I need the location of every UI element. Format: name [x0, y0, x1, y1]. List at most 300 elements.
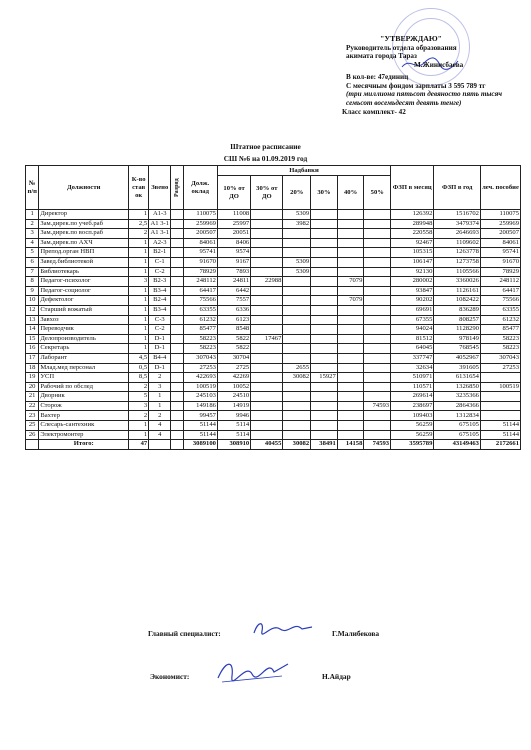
approval-line: В кол-ве: 47единиц	[346, 72, 409, 81]
table-cell: 38491	[311, 440, 338, 450]
table-cell	[364, 411, 391, 421]
table-cell: 2	[129, 229, 149, 239]
table-row	[26, 286, 521, 296]
table-cell	[283, 315, 311, 325]
chief-title: Главный специалист:	[148, 629, 221, 638]
table-cell	[149, 440, 171, 450]
table-cell: 248112	[183, 277, 217, 287]
table-cell: 2	[129, 411, 149, 421]
table-cell	[337, 430, 364, 440]
approval-name: М.Жинисбаева	[414, 61, 464, 70]
table-cell	[283, 382, 311, 392]
table-cell: 21	[26, 392, 39, 402]
table-cell: 20	[26, 382, 39, 392]
table-row	[26, 401, 521, 411]
table-cell: 61232	[480, 315, 520, 325]
table-cell: Млад.мед персонал	[39, 363, 129, 373]
table-cell: 109403	[391, 411, 434, 421]
table-cell: 1	[129, 421, 149, 431]
table-cell	[26, 440, 39, 450]
table-cell	[311, 219, 338, 229]
table-row	[26, 344, 521, 354]
table-cell: 2,5	[129, 219, 149, 229]
table-cell	[364, 286, 391, 296]
table-cell: Педагог-социолог	[39, 286, 129, 296]
table-cell	[311, 248, 338, 258]
table-cell	[337, 382, 364, 392]
table-cell: 245103	[183, 392, 217, 402]
table-cell	[311, 229, 338, 239]
table-cell: 3	[149, 382, 171, 392]
table-cell: 56259	[391, 421, 434, 431]
class-count: Класс комплект- 42	[342, 107, 406, 116]
table-cell	[337, 411, 364, 421]
header-a40: 40%	[337, 176, 364, 210]
table-total-row	[26, 440, 521, 450]
table-cell: Зам.дирек.по АХЧ	[39, 238, 129, 248]
table-cell: 5309	[283, 210, 311, 220]
table-cell: 42269	[217, 373, 250, 383]
table-cell: 280002	[391, 277, 434, 287]
table-cell: А1-3	[149, 210, 171, 220]
table-cell: Переводчик	[39, 325, 129, 335]
table-cell	[171, 267, 183, 277]
table-cell: 2864366	[434, 401, 481, 411]
table-cell: 1	[129, 210, 149, 220]
table-cell	[311, 411, 338, 421]
table-cell	[283, 296, 311, 306]
table-cell	[337, 363, 364, 373]
table-cell	[364, 373, 391, 383]
table-cell	[337, 210, 364, 220]
table-cell	[311, 277, 338, 287]
table-cell: 13	[26, 315, 39, 325]
table-cell	[311, 353, 338, 363]
table-cell	[337, 373, 364, 383]
table-cell	[480, 392, 520, 402]
table-cell: 75566	[183, 296, 217, 306]
table-cell	[251, 392, 283, 402]
table-cell	[364, 248, 391, 258]
table-cell: 1516702	[434, 210, 481, 220]
table-cell: 5309	[283, 267, 311, 277]
table-cell	[364, 267, 391, 277]
table-cell: Библиотекарь	[39, 267, 129, 277]
table-cell: 6	[26, 257, 39, 267]
table-row	[26, 430, 521, 440]
table-cell: Дефектолог	[39, 296, 129, 306]
table-row	[26, 382, 521, 392]
table-cell: 16	[26, 344, 39, 354]
table-row	[26, 315, 521, 325]
table-cell	[251, 248, 283, 258]
table-cell	[364, 315, 391, 325]
table-cell: 5309	[283, 257, 311, 267]
table-cell: 18	[26, 363, 39, 373]
table-cell: 5822	[217, 334, 250, 344]
table-cell	[364, 296, 391, 306]
table-cell: 1082422	[434, 296, 481, 306]
table-cell	[251, 363, 283, 373]
table-cell: Дворник	[39, 392, 129, 402]
table-cell: 808257	[434, 315, 481, 325]
economist-name: Н.Айдар	[322, 672, 351, 681]
table-cell: В2-1	[149, 248, 171, 258]
table-cell: 1105566	[434, 267, 481, 277]
table-cell: 12	[26, 305, 39, 315]
table-cell	[311, 363, 338, 373]
table-cell: 85477	[480, 325, 520, 335]
table-cell: 43149463	[434, 440, 481, 450]
table-cell: 220558	[391, 229, 434, 239]
table-cell: 94024	[391, 325, 434, 335]
table-cell: 51144	[183, 421, 217, 431]
table-cell: 51144	[480, 430, 520, 440]
table-cell: С-2	[149, 325, 171, 335]
header-a30do: 30% от ДО	[251, 176, 283, 210]
table-cell: 2	[26, 219, 39, 229]
table-cell	[251, 430, 283, 440]
table-cell	[311, 325, 338, 335]
table-cell: 11008	[217, 210, 250, 220]
table-cell: УСП	[39, 373, 129, 383]
table-cell: 978149	[434, 334, 481, 344]
table-cell: С-3	[149, 315, 171, 325]
table-cell: 74593	[364, 401, 391, 411]
table-cell	[283, 421, 311, 431]
table-cell: Завед.библиотекой	[39, 257, 129, 267]
table-row	[26, 325, 521, 335]
table-cell: D-1	[149, 334, 171, 344]
header-salary: Долж. оклад	[183, 166, 217, 210]
table-cell	[364, 219, 391, 229]
chief-name: Г.Малибекова	[332, 629, 380, 638]
table-cell: 64417	[480, 286, 520, 296]
table-cell: 3	[26, 229, 39, 239]
table-cell: 14	[26, 325, 39, 335]
table-cell: 1312834	[434, 411, 481, 421]
table-cell: 15927	[311, 373, 338, 383]
table-cell: 92467	[391, 238, 434, 248]
table-cell: 768545	[434, 344, 481, 354]
approval-line: Руководитель отдела образования	[346, 43, 457, 52]
table-cell: 22988	[251, 277, 283, 287]
table-cell	[337, 248, 364, 258]
table-cell	[311, 401, 338, 411]
table-cell: 8	[26, 277, 39, 287]
table-cell	[171, 210, 183, 220]
table-cell: Директор	[39, 210, 129, 220]
table-cell	[171, 363, 183, 373]
approval-line: (три миллиона пятьсот девяносто пять тысяч	[346, 90, 503, 99]
table-cell	[283, 401, 311, 411]
table-cell: 5	[129, 392, 149, 402]
table-cell: 2	[129, 382, 149, 392]
table-cell	[364, 229, 391, 239]
table-cell: 308910	[217, 440, 250, 450]
header-a50: 50%	[364, 176, 391, 210]
table-cell: Старший вожатый	[39, 305, 129, 315]
table-cell: В2-3	[149, 277, 171, 287]
table-cell	[337, 334, 364, 344]
table-cell	[251, 257, 283, 267]
table-cell	[171, 392, 183, 402]
table-cell: 58223	[480, 334, 520, 344]
table-cell: 9574	[217, 248, 250, 258]
table-cell: 7079	[337, 296, 364, 306]
table-cell	[283, 229, 311, 239]
table-cell	[311, 210, 338, 220]
table-cell: 7079	[337, 277, 364, 287]
table-cell	[171, 334, 183, 344]
table-cell: 58223	[183, 344, 217, 354]
table-cell: В3-4	[149, 286, 171, 296]
table-cell	[171, 248, 183, 258]
table-cell	[311, 421, 338, 431]
table-cell	[171, 315, 183, 325]
table-row	[26, 248, 521, 258]
table-cell	[311, 430, 338, 440]
table-cell: 2725	[217, 363, 250, 373]
table-cell: А2-3	[149, 238, 171, 248]
document-subtitle: СШ №6 на 01.09.2019 год	[223, 154, 308, 163]
table-cell	[311, 296, 338, 306]
table-cell: 1	[129, 344, 149, 354]
table-cell	[171, 401, 183, 411]
table-cell	[251, 229, 283, 239]
table-cell: Делопроизводитель	[39, 334, 129, 344]
table-cell	[283, 248, 311, 258]
table-cell	[337, 353, 364, 363]
chief-signature	[250, 617, 316, 639]
table-cell: 1	[129, 296, 149, 306]
table-cell: С-2	[149, 267, 171, 277]
table-cell	[283, 238, 311, 248]
table-cell: 248112	[480, 277, 520, 287]
approval-line: С месячным фондом зарплаты 3 595 789 тг	[346, 81, 486, 90]
table-cell: 9946	[217, 411, 250, 421]
table-cell	[311, 334, 338, 344]
table-cell	[364, 210, 391, 220]
table-cell: 7893	[217, 267, 250, 277]
table-cell: 63355	[480, 305, 520, 315]
header-allowance-med: леч. пособие	[480, 166, 520, 210]
table-cell: 32634	[391, 363, 434, 373]
table-cell: D-1	[149, 344, 171, 354]
table-cell: 1	[129, 267, 149, 277]
table-cell	[364, 421, 391, 431]
table-cell: 8548	[217, 325, 250, 335]
table-cell	[251, 238, 283, 248]
table-row	[26, 219, 521, 229]
table-cell: 1	[129, 315, 149, 325]
table-cell	[171, 296, 183, 306]
table-row	[26, 277, 521, 287]
table-cell	[251, 353, 283, 363]
table-row	[26, 363, 521, 373]
table-cell	[364, 238, 391, 248]
table-cell: 3595789	[391, 440, 434, 450]
table-cell: А1 3-1	[150, 219, 169, 227]
table-cell	[171, 353, 183, 363]
table-cell: А1 3-1	[150, 229, 169, 237]
table-cell: 149186	[183, 401, 217, 411]
table-cell: 1326850	[434, 382, 481, 392]
table-cell	[251, 325, 283, 335]
table-cell: 10052	[217, 382, 250, 392]
table-cell: 85477	[183, 325, 217, 335]
table-cell: 3982	[283, 219, 311, 229]
table-cell	[337, 257, 364, 267]
table-cell: 20051	[217, 229, 250, 239]
table-cell: 9	[26, 286, 39, 296]
table-cell: 3360026	[434, 277, 481, 287]
table-cell	[311, 344, 338, 354]
table-cell	[283, 344, 311, 354]
table-cell: 4	[149, 430, 171, 440]
table-cell: 58223	[183, 334, 217, 344]
table-row	[26, 267, 521, 277]
table-cell: 289948	[391, 219, 434, 229]
table-cell: 69691	[391, 305, 434, 315]
table-cell: Слесарь-сантехник	[39, 421, 129, 431]
table-cell: 51144	[183, 430, 217, 440]
table-cell: 10	[26, 296, 39, 306]
table-row	[26, 210, 521, 220]
table-cell: 27253	[183, 363, 217, 373]
table-row	[26, 296, 521, 306]
table-cell: Зам.дирек.по учеб.раб	[39, 219, 129, 229]
table-cell: 5114	[217, 430, 250, 440]
table-cell: 23	[26, 411, 39, 421]
table-cell	[171, 440, 183, 450]
table-cell: 1126161	[434, 286, 481, 296]
table-cell	[311, 382, 338, 392]
table-cell	[364, 325, 391, 335]
table-cell: 105315	[391, 248, 434, 258]
table-cell: 81512	[391, 334, 434, 344]
table-cell: 30704	[217, 353, 250, 363]
table-cell: 2655	[283, 363, 311, 373]
table-cell: 25997	[217, 219, 250, 229]
table-cell	[283, 277, 311, 287]
table-cell: 106147	[391, 257, 434, 267]
table-cell: 675105	[434, 430, 481, 440]
table-cell: 75566	[480, 296, 520, 306]
header-a20: 20%	[283, 176, 311, 210]
table-cell: 17467	[251, 334, 283, 344]
table-cell: 1	[26, 210, 39, 220]
table-cell: 90202	[391, 296, 434, 306]
table-cell	[364, 353, 391, 363]
table-cell: 92130	[391, 267, 434, 277]
table-cell: 110075	[183, 210, 217, 220]
table-cell	[337, 325, 364, 335]
table-cell	[364, 305, 391, 315]
table-cell: Рабочий по обслед	[39, 382, 129, 392]
table-cell	[283, 305, 311, 315]
table-cell	[171, 238, 183, 248]
table-cell: 4,5	[129, 353, 149, 363]
table-cell: 40455	[251, 440, 283, 450]
table-cell: 2172661	[480, 440, 520, 450]
table-cell	[364, 257, 391, 267]
table-cell: 19	[26, 373, 39, 383]
table-cell	[311, 267, 338, 277]
table-cell: 110571	[391, 382, 434, 392]
table-cell: Зам.дирек.по восп.раб	[39, 229, 129, 239]
table-cell: 91670	[480, 257, 520, 267]
table-cell: 4	[149, 421, 171, 431]
table-cell	[311, 315, 338, 325]
table-cell: 1	[129, 305, 149, 315]
table-cell: С-1	[149, 257, 171, 267]
table-cell: 74593	[364, 440, 391, 450]
table-cell: 1	[129, 325, 149, 335]
table-cell: 1	[149, 401, 171, 411]
table-cell	[311, 305, 338, 315]
table-cell	[251, 305, 283, 315]
approval-title: "УТВЕРЖДАЮ"	[380, 34, 442, 43]
table-cell: 1	[129, 238, 149, 248]
table-cell: 67355	[391, 315, 434, 325]
table-cell: 1	[129, 257, 149, 267]
table-row	[26, 334, 521, 344]
table-cell	[251, 219, 283, 229]
table-cell	[337, 286, 364, 296]
approval-line: акимата города Тараз	[346, 52, 417, 61]
table-cell	[171, 229, 183, 239]
staff-table-body	[26, 210, 521, 450]
table-cell	[337, 421, 364, 431]
approval-block	[342, 34, 526, 116]
table-cell: 5	[26, 248, 39, 258]
table-cell	[283, 334, 311, 344]
table-cell: 78929	[480, 267, 520, 277]
table-cell: 91670	[183, 257, 217, 267]
table-cell	[171, 382, 183, 392]
table-row	[26, 257, 521, 267]
table-cell: 1263778	[434, 248, 481, 258]
table-cell: 307043	[183, 353, 217, 363]
table-cell	[283, 286, 311, 296]
table-cell	[251, 401, 283, 411]
table-cell	[171, 430, 183, 440]
table-cell	[171, 411, 183, 421]
table-cell: Вахтер	[39, 411, 129, 421]
table-cell: 9167	[217, 257, 250, 267]
table-cell: 200507	[183, 229, 217, 239]
table-row	[26, 229, 521, 239]
table-cell: 1	[129, 430, 149, 440]
table-cell	[364, 334, 391, 344]
table-cell: 307043	[480, 353, 520, 363]
table-cell	[480, 373, 520, 383]
table-cell: 56259	[391, 430, 434, 440]
table-cell: 5822	[217, 344, 250, 354]
table-cell	[364, 382, 391, 392]
table-cell	[283, 353, 311, 363]
table-cell	[251, 267, 283, 277]
table-cell: 47	[129, 440, 149, 450]
table-row	[26, 411, 521, 421]
table-cell: 836289	[434, 305, 481, 315]
table-cell	[364, 277, 391, 287]
table-cell: 3089100	[183, 440, 217, 450]
table-cell: 337747	[391, 353, 434, 363]
table-cell: 27253	[480, 363, 520, 373]
table-cell: 126392	[391, 210, 434, 220]
